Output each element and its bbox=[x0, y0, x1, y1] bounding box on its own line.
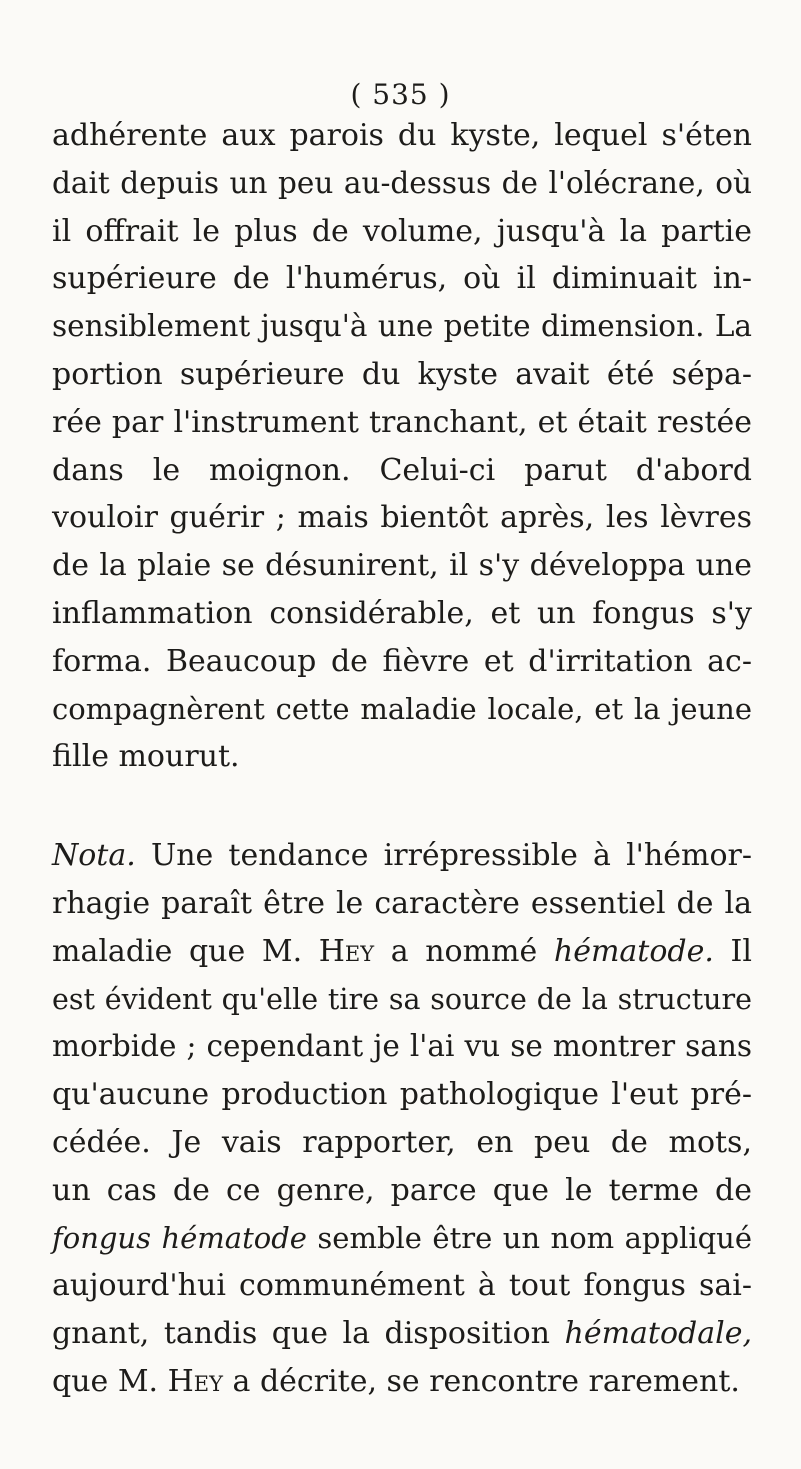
italic-term: hématodale, bbox=[564, 1316, 752, 1352]
italic-term: hématode. bbox=[553, 933, 714, 969]
text-run: Une tendance irrépressible à l'hémor- bbox=[150, 838, 752, 874]
italic-term: fongus hématode bbox=[52, 1220, 307, 1255]
author-name: Hey bbox=[318, 933, 375, 969]
text-line: rhagie paraît être le caractère essentiel de la bbox=[52, 885, 752, 921]
text-run: a nommé bbox=[390, 933, 538, 969]
text-line: il offrait le plus de volume, jusqu'à la partie bbox=[52, 213, 752, 249]
text-line: est évident qu'elle tire sa source de la structure bbox=[52, 982, 752, 1016]
text-line: cédée. Je vais rapporter, en peu de mots, bbox=[52, 1124, 752, 1160]
text-line bbox=[52, 928, 752, 976]
text-run: a décrite, se rencontre rarement. bbox=[232, 1363, 740, 1399]
text-line: forma. Beaucoup de fièvre et d'irritation ac- bbox=[52, 643, 752, 679]
body-text bbox=[52, 112, 752, 1406]
text-line: vouloir guérir ; mais bientôt après, les lèvres bbox=[52, 500, 752, 536]
text-line bbox=[52, 832, 752, 880]
text-line bbox=[52, 1215, 752, 1263]
author-name: Hey bbox=[167, 1363, 223, 1399]
text-run: Il bbox=[730, 933, 752, 969]
text-line: supérieure de l'humérus, où il diminuait in- bbox=[52, 261, 752, 297]
nota-label: Nota. bbox=[52, 838, 136, 874]
text-line: rée par l'instrument tranchant, et était restée bbox=[52, 404, 752, 440]
text-line: aujourd'hui communément à tout fongus sai- bbox=[52, 1268, 752, 1304]
text-line: dans le moignon. Celui-ci parut d'abord bbox=[52, 452, 752, 488]
text-run: maladie que M. bbox=[52, 933, 303, 969]
text-line: dait depuis un peu au-dessus de l'olécrane, où bbox=[52, 165, 752, 200]
text-line bbox=[52, 1310, 752, 1358]
text-run: que M. bbox=[52, 1363, 159, 1399]
text-line: adhérente aux parois du kyste, lequel s'éten bbox=[52, 118, 752, 153]
text-line: de la plaie se désunirent, il s'y développa une bbox=[52, 548, 752, 584]
text-line: un cas de ce genre, parce que le terme de bbox=[52, 1172, 752, 1208]
text-line: qu'aucune production pathologique l'eut pré- bbox=[52, 1077, 752, 1113]
paragraph-1 bbox=[52, 112, 752, 781]
text-line: compagnèrent cette maladie locale, et la jeune bbox=[52, 691, 752, 726]
text-line: sensiblement jusqu'à une petite dimension. La bbox=[52, 309, 752, 344]
text-run: gnant, tandis que la disposition bbox=[52, 1316, 550, 1352]
text-line: morbide ; cependant je l'ai vu se montrer sans bbox=[52, 1029, 752, 1064]
text-line: fille mourut. bbox=[52, 739, 240, 775]
text-line: portion supérieure du kyste avait été sépa- bbox=[52, 356, 752, 392]
page-number: ( 535 ) bbox=[350, 78, 451, 111]
text-run: semble être un nom appliqué bbox=[317, 1220, 753, 1255]
text-line bbox=[52, 1358, 752, 1406]
paragraph-2 bbox=[52, 832, 752, 1406]
text-line: inflammation considérable, et un fongus s'y bbox=[52, 595, 752, 631]
